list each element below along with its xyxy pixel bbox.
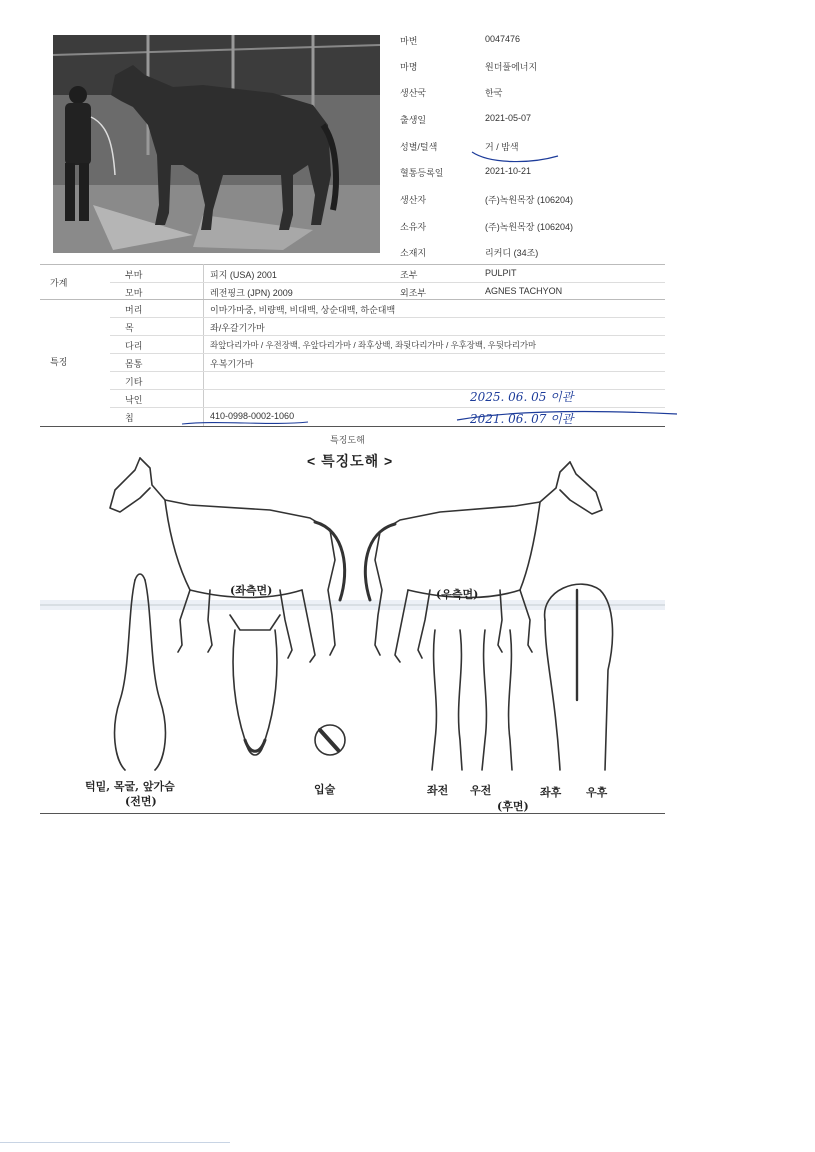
horse-diagram <box>40 440 665 815</box>
dam-sire-value: AGNES TACHYON <box>485 286 563 296</box>
feature-label-body: 몸통 <box>125 359 143 369</box>
field-label-location: 소재지 <box>400 248 427 258</box>
feature-label-head: 머리 <box>125 305 143 315</box>
leg-front-right-caption: 우전 <box>470 784 492 797</box>
front-caption-sub: (전면) <box>125 795 157 808</box>
field-label-registration-date: 혈통등록일 <box>400 168 444 178</box>
feature-value-legs: 좌앞다리가마 / 우전장백, 우앞다리가마 / 좌후상백, 좌뒷다리가마 / 우후장백, 우뒷다리가마 <box>210 340 537 350</box>
sire-value: 피지 (USA) 2001 <box>210 270 277 280</box>
rear-view <box>545 584 613 770</box>
field-value-registration-date: 2021-10-21 <box>485 166 532 176</box>
feature-label-chip: 칩 <box>125 413 134 423</box>
feature-label-brand: 낙인 <box>125 395 143 405</box>
front-caption: 턱밑, 목굴, 앞가슴 <box>85 780 175 793</box>
handwritten-note-1: 2025. 06. 05 이관 <box>470 390 574 404</box>
grandsire-value: PULPIT <box>485 268 517 278</box>
pedigree-section-label: 가계 <box>50 278 68 288</box>
rear-caption: (후면) <box>497 800 529 813</box>
strike-through-mark <box>455 406 680 428</box>
dam-label: 모마 <box>125 288 143 298</box>
right-side-caption: (우측면) <box>436 588 479 601</box>
feature-label-neck: 목 <box>125 323 134 333</box>
leg-hind-right-caption: 우후 <box>586 786 608 799</box>
feature-label-legs: 다리 <box>125 341 143 351</box>
dam-sire-label: 외조부 <box>400 288 427 298</box>
feature-value-chip: 410-0998-0002-1060 <box>210 411 295 421</box>
field-label-horse-number: 마번 <box>400 36 418 46</box>
leg-front-left-caption: 좌전 <box>427 784 449 797</box>
right-side-horse <box>365 462 602 662</box>
feature-value-head: 이마가마중, 비량백, 비대백, 상순대백, 하순대백 <box>210 305 396 315</box>
horse-photo <box>53 35 380 253</box>
head-front-view <box>230 615 280 755</box>
feature-label-other: 기타 <box>125 377 143 387</box>
left-side-caption: (좌측면) <box>230 584 273 597</box>
field-value-location: 리커디 (34조) <box>485 248 539 258</box>
grandsire-label: 조부 <box>400 270 418 280</box>
field-label-country: 생산국 <box>400 88 427 98</box>
field-value-breeder: (주)녹원목장 (106204) <box>485 195 573 205</box>
diagram-subtitle: < 특징도해 > <box>307 453 394 469</box>
field-value-sex-color: 거 / 밤색 <box>485 142 519 152</box>
lip-caption: 입술 <box>314 783 336 796</box>
features-section-label: 특징 <box>50 357 68 367</box>
field-label-sex-color: 성별/털색 <box>400 142 438 152</box>
underline-mark <box>470 150 560 164</box>
diagram-title: 특징도해 <box>330 435 365 445</box>
feature-value-body: 우복기가마 <box>210 359 254 369</box>
field-label-horse-name: 마명 <box>400 62 418 72</box>
dam-value: 레전핑크 (JPN) 2009 <box>210 288 293 298</box>
feature-value-neck: 좌/우갈기가마 <box>210 323 265 333</box>
leg-hind-left-caption: 좌후 <box>540 786 562 799</box>
field-value-country: 한국 <box>485 88 503 98</box>
field-value-horse-name: 원더풀에너지 <box>485 62 538 72</box>
field-value-horse-number: 0047476 <box>485 34 521 44</box>
handwritten-note-2: 2021. 06. 07 이관 <box>470 412 574 426</box>
sire-label: 부마 <box>125 270 143 280</box>
field-label-breeder: 생산자 <box>400 195 427 205</box>
field-label-owner: 소유자 <box>400 222 427 232</box>
field-value-owner: (주)녹원목장 (106204) <box>485 222 573 232</box>
field-label-birth-date: 출생일 <box>400 115 427 125</box>
lip-view <box>315 725 345 755</box>
left-side-horse <box>110 458 345 662</box>
field-value-birth-date: 2021-05-07 <box>485 113 532 123</box>
front-legs-view <box>432 630 512 770</box>
